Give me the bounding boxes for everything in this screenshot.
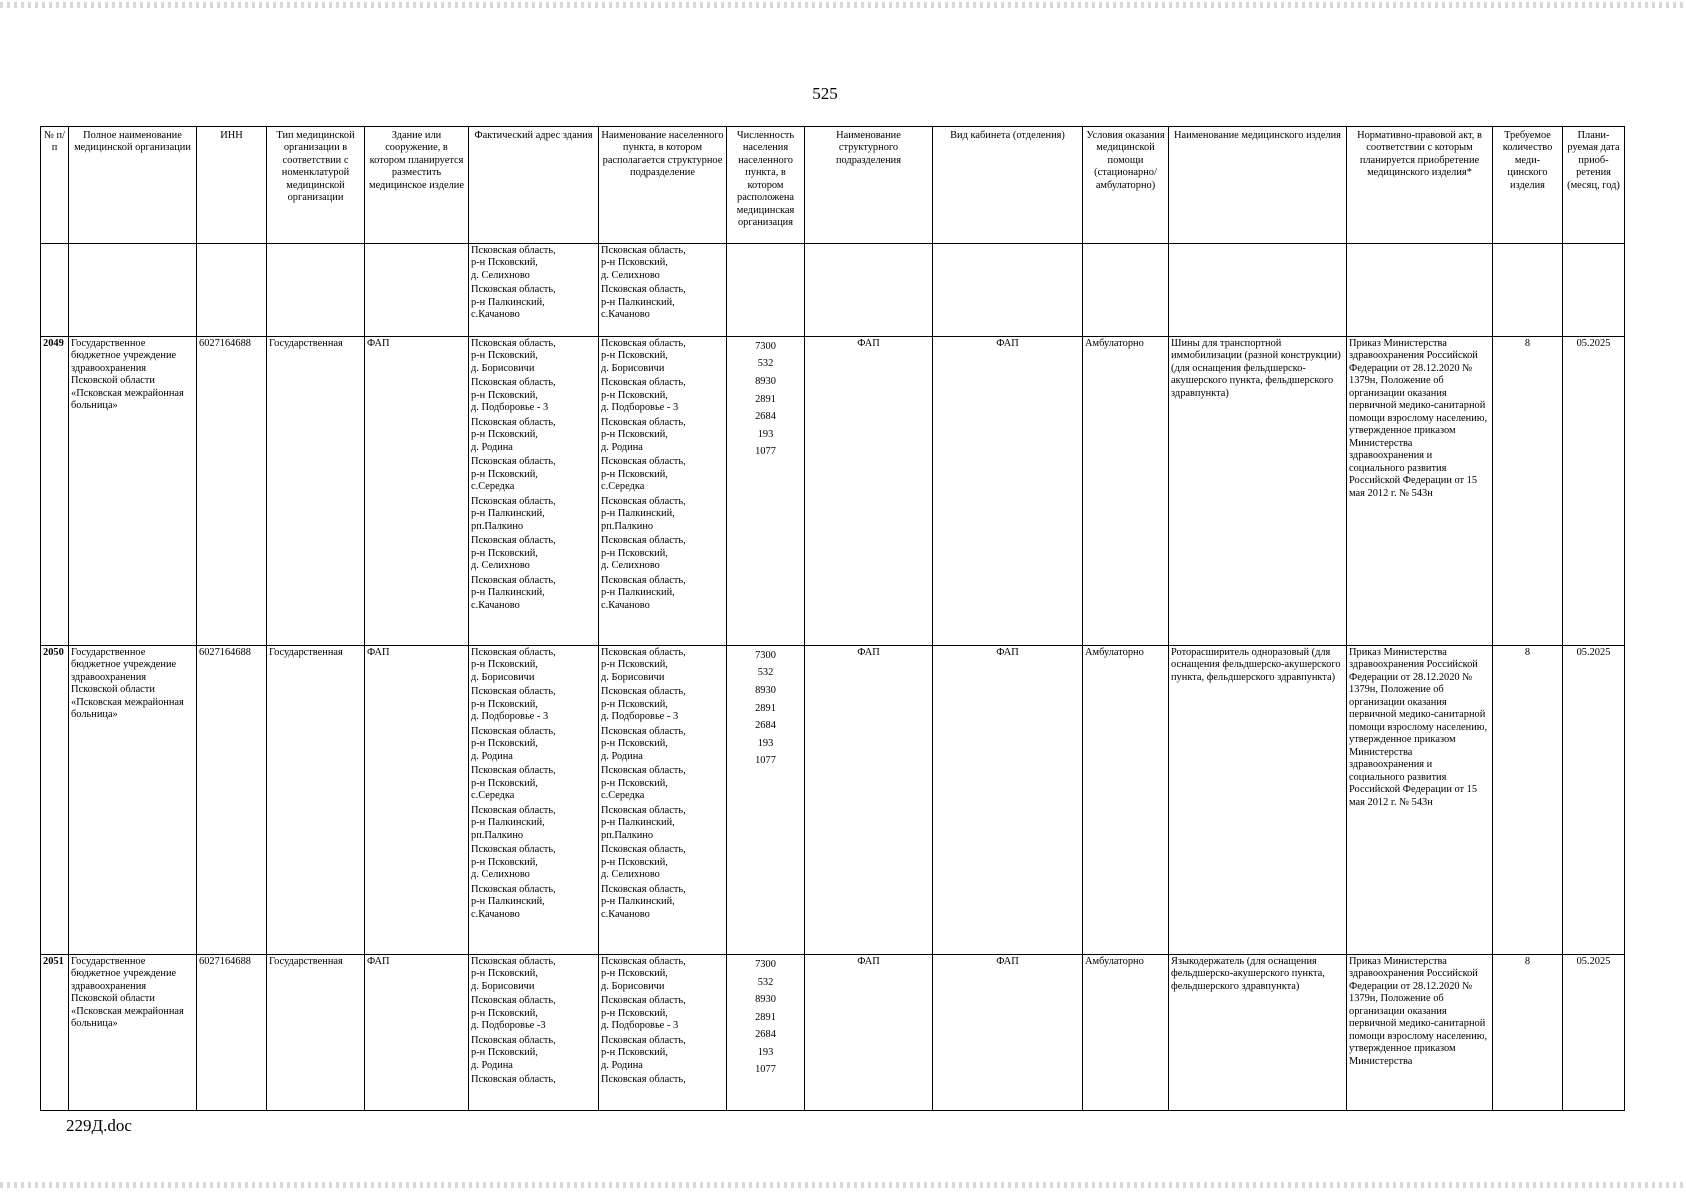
quantity: 8 xyxy=(1493,645,1563,954)
device-name: Роторасширитель одноразовый (для оснащения фельдшерско-акушерского пункта, фельдшерского здравпункта) xyxy=(1169,645,1347,954)
inn: 6027164688 xyxy=(197,954,267,1110)
building: ФАП xyxy=(365,954,469,1110)
inn: 6027164688 xyxy=(197,645,267,954)
purchase-date: 05.2025 xyxy=(1563,954,1625,1110)
address-block: Псковская область, р-н Палкинский, с.Качаново xyxy=(471,284,556,321)
legal-act: Приказ Министерства здравоохранения Российской Федерации от 28.12.2020 № 1379н, Положение об организации оказания первичной медико-санитарной помощи взрослому населению, утвержденное приказом Министерства здравоохранения и социального развития Российской Федерации от 15 мая 2012 г. № 543н xyxy=(1347,645,1493,954)
settlement-block: Псковская область, р-н Псковский, д. Селихново xyxy=(601,245,686,281)
table-header xyxy=(41,127,1625,244)
care-conditions: Амбулаторно xyxy=(1083,645,1169,954)
population-cell: 7300 532 8930 2891 2684 193 1077 xyxy=(727,954,805,1110)
header-cell: ИНН xyxy=(197,127,267,244)
header-cell: Численность населения населенного пункта, в котором расположена медицинская организация xyxy=(727,127,805,244)
scan-edge-top xyxy=(0,2,1686,8)
table-row xyxy=(41,645,1625,954)
org-name: Государственное бюджетное учреждение здравоохранения Псковской области «Псковская межрайонная больница» xyxy=(69,336,197,645)
org-type: Государственная xyxy=(267,954,365,1110)
header-cell: Условия оказания медицинской помощи (стационарно/амбулаторно) xyxy=(1083,127,1169,244)
population-cell: 7300 532 8930 2891 2684 193 1077 xyxy=(727,336,805,645)
legal-act: Приказ Министерства здравоохранения Российской Федерации от 28.12.2020 № 1379н, Положение об организации оказания первичной медико-санитарной помощи взрослому населению, утвержденное приказом Министерства xyxy=(1347,954,1493,1110)
address-cell: Псковская область, р-н Псковский, д. Борисовичи Псковская область, р-н Псковский, д. Подборовье - 3 Псковская область, р-н Псковский, д. Родина Псковская область, р-н Псковский, с.Середка Псковская область, р-н Палкинский, рп.Палкино Псковская область, р-н Псковский, д. Селихново Псковская область, р-н Палкинский, с.Качаново xyxy=(469,336,599,645)
header-cell: Вид кабинета (отделения) xyxy=(933,127,1083,244)
org-name: Государственное бюджетное учреждение здравоохранения Псковской области «Псковская межрайонная больница» xyxy=(69,645,197,954)
footer-filename: 229Д.doc xyxy=(66,1116,132,1135)
device-name: Шины для транспортной иммобилизации (разной конструкции) (для оснащения фельдшерско-акушерского пункта, фельдшерского здравпункта) xyxy=(1169,336,1347,645)
table-row-continuation xyxy=(41,244,1625,337)
address-cell xyxy=(469,244,599,337)
building: ФАП xyxy=(365,336,469,645)
cabinet-type: ФАП xyxy=(933,645,1083,954)
org-name: Государственное бюджетное учреждение здравоохранения Псковской области «Псковская межрайонная больница» xyxy=(69,954,197,1110)
care-conditions: Амбулаторно xyxy=(1083,954,1169,1110)
purchase-date: 05.2025 xyxy=(1563,336,1625,645)
building: ФАП xyxy=(365,645,469,954)
scan-edge-bottom xyxy=(0,1182,1686,1188)
settlement-cell: Псковская область, р-н Псковский, д. Борисовичи Псковская область, р-н Псковский, д. Подборовье - 3 Псковская область, р-н Псковский, д. Родина Псковская область, р-н Псковский, с.Середка Псковская область, р-н Палкинский, рп.Палкино Псковская область, р-н Псковский, д. Селихново Псковская область, р-н Палкинский, с.Качаново xyxy=(599,645,727,954)
header-cell: Наименование медицинского изделия xyxy=(1169,127,1347,244)
struct-unit: ФАП xyxy=(805,954,933,1110)
population-cell: 7300 532 8930 2891 2684 193 1077 xyxy=(727,645,805,954)
settlement-cell: Псковская область, р-н Псковский, д. Борисовичи Псковская область, р-н Псковский, д. Подборовье - 3 Псковская область, р-н Псковский, д. Родина Псковская область, р-н Псковский, с.Середка Псковская область, р-н Палкинский, рп.Палкино Псковская область, р-н Псковский, д. Селихново Псковская область, р-н Палкинский, с.Качаново xyxy=(599,336,727,645)
header-cell: Тип медицинской организации в соответствии с номенклатурой медицинской организации xyxy=(267,127,365,244)
settlement-cell: Псковская область, р-н Псковский, д. Борисовичи Псковская область, р-н Псковский, д. Подборовье - 3 Псковская область, р-н Псковский, д. Родина Псковская область, xyxy=(599,954,727,1110)
header-cell: Наименование населенного пункта, в котором располагается структурное подразделение xyxy=(599,127,727,244)
address-cell: Псковская область, р-н Псковский, д. Борисовичи Псковская область, р-н Псковский, д. Подборовье - 3 Псковская область, р-н Псковский, д. Родина Псковская область, р-н Псковский, с.Середка Псковская область, р-н Палкинский, рп.Палкино Псковская область, р-н Псковский, д. Селихново Псковская область, р-н Палкинский, с.Качаново xyxy=(469,645,599,954)
struct-unit: ФАП xyxy=(805,336,933,645)
address-block: Псковская область, р-н Псковский, д. Селихново xyxy=(471,245,556,281)
struct-unit: ФАП xyxy=(805,645,933,954)
row-number: 2050 xyxy=(41,645,69,954)
page-number: 525 xyxy=(812,84,838,103)
header-cell: Фактический адрес здания xyxy=(469,127,599,244)
row-number: 2049 xyxy=(41,336,69,645)
header-cell: Здание или сооружение, в котором планируется разместить медицинское изделие xyxy=(365,127,469,244)
address-cell: Псковская область, р-н Псковский, д. Борисовичи Псковская область, р-н Псковский, д. Подборовье -3 Псковская область, р-н Псковский, д. Родина Псковская область, xyxy=(469,954,599,1110)
row-number: 2051 xyxy=(41,954,69,1110)
registry-table xyxy=(40,126,1625,1111)
table-row xyxy=(41,336,1625,645)
device-name: Языкодержатель (для оснащения фельдшерско-акушерского пункта, фельдшерского здравпункта) xyxy=(1169,954,1347,1110)
settlement-block: Псковская область, р-н Палкинский, с.Качаново xyxy=(601,284,686,321)
legal-act: Приказ Министерства здравоохранения Российской Федерации от 28.12.2020 № 1379н, Положение об организации оказания первичной медико-санитарной помощи взрослому населению, утвержденное приказом Министерства здравоохранения и социального развития Российской Федерации от 15 мая 2012 г. № 543н xyxy=(1347,336,1493,645)
header-cell: Наименование структурного подразделения xyxy=(805,127,933,244)
cabinet-type: ФАП xyxy=(933,954,1083,1110)
inn: 6027164688 xyxy=(197,336,267,645)
header-cell: Требуемое количество меди-цинского изделия xyxy=(1493,127,1563,244)
cabinet-type: ФАП xyxy=(933,336,1083,645)
header-cell: Нормативно-правовой акт, в соответствии с которым планируется приобретение медицинского изделия* xyxy=(1347,127,1493,244)
care-conditions: Амбулаторно xyxy=(1083,336,1169,645)
quantity: 8 xyxy=(1493,336,1563,645)
org-type: Государственная xyxy=(267,645,365,954)
table-row xyxy=(41,954,1625,1110)
header-cell: Плани-руемая дата приоб-ретения (месяц, год) xyxy=(1563,127,1625,244)
header-cell: Полное наименование медицинской организации xyxy=(69,127,197,244)
settlement-cell xyxy=(599,244,727,337)
quantity: 8 xyxy=(1493,954,1563,1110)
org-type: Государственная xyxy=(267,336,365,645)
purchase-date: 05.2025 xyxy=(1563,645,1625,954)
header-cell: № п/п xyxy=(41,127,69,244)
